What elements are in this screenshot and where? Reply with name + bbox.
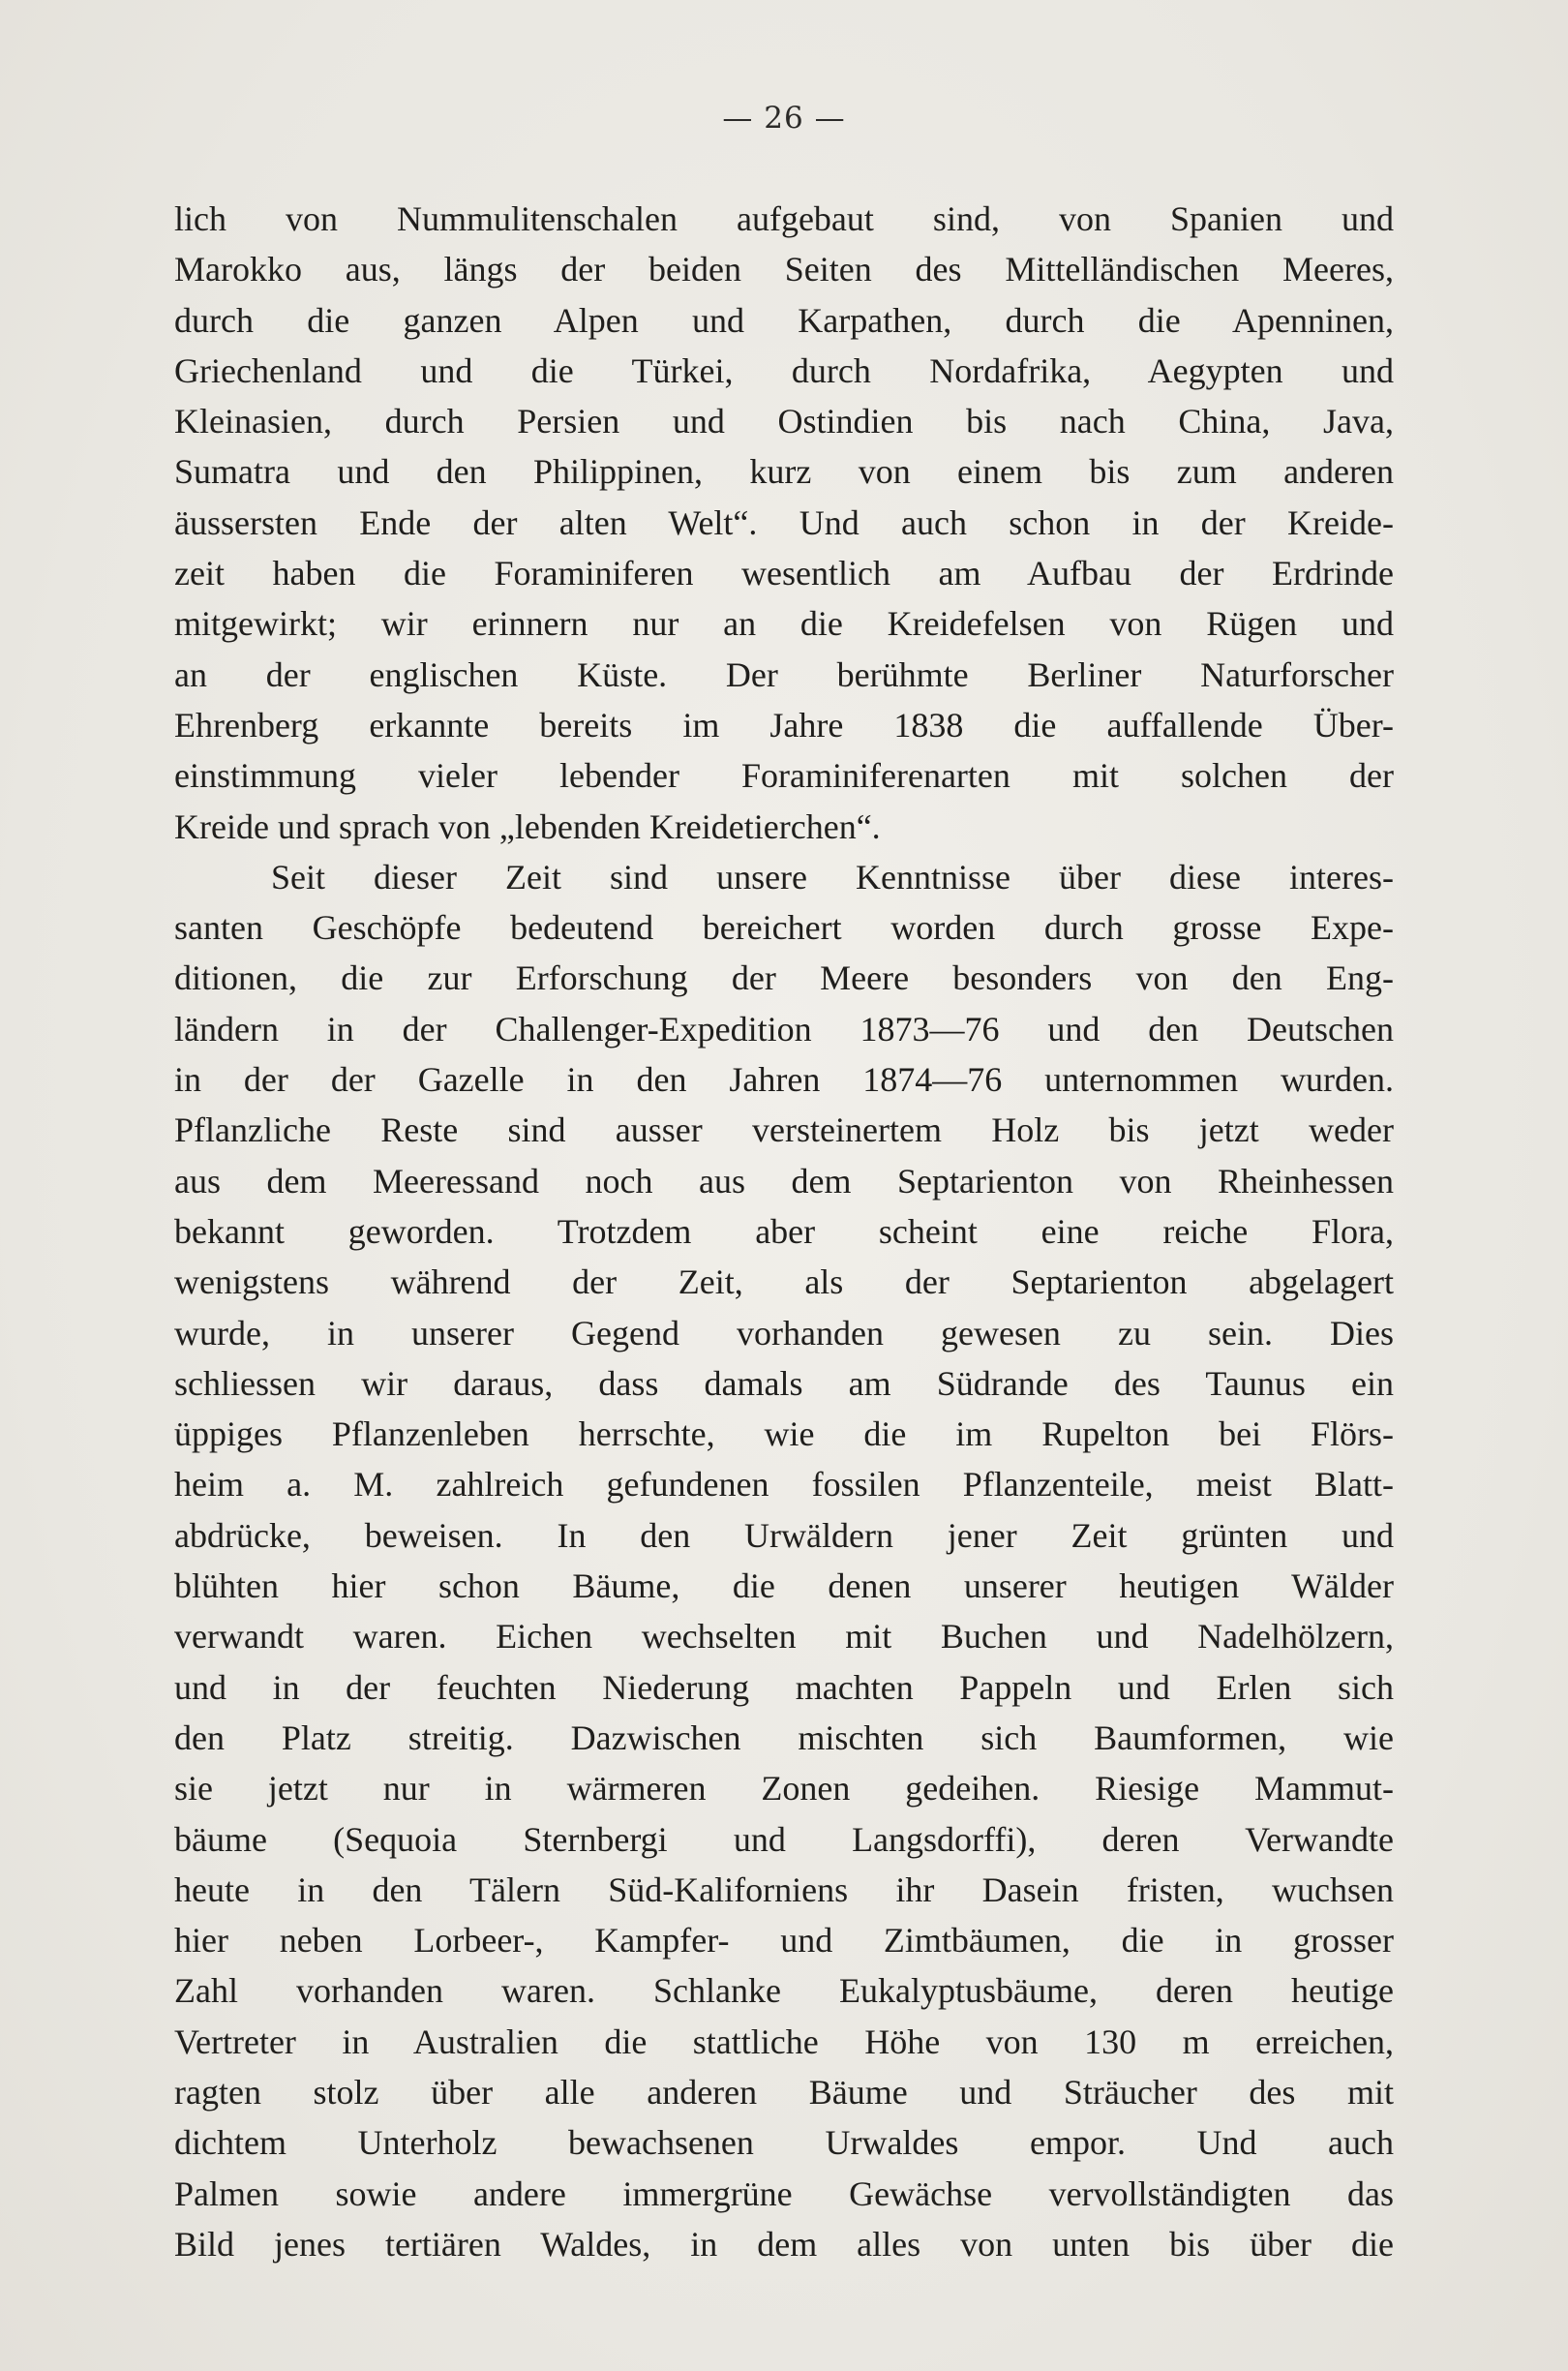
text-line: durch die ganzen Alpen und Karpathen, durch die Apenninen, xyxy=(174,300,1394,340)
text-line: üppiges Pflanzenleben herrschte, wie die im Rupelton bei Flörs- xyxy=(174,1414,1394,1454)
text-line: wurde, in unserer Gegend vorhanden gewesen zu sein. Dies xyxy=(174,1313,1394,1353)
text-line: verwandt waren. Eichen wechselten mit Buchen und Nadelhölzern, xyxy=(174,1617,1394,1657)
text-line: den Platz streitig. Dazwischen mischten sich Baumformen, wie xyxy=(174,1717,1394,1757)
text-line: Bild jenes tertiären Waldes, in dem alles von unten bis über die xyxy=(174,2224,1394,2264)
text-line: und in der feuchten Niederung machten Pappeln und Erlen sich xyxy=(174,1667,1394,1707)
text-line: schliessen wir daraus, dass damals am Südrande des Taunus ein xyxy=(174,1363,1394,1403)
text-line: Kleinasien, durch Persien und Ostindien bis nach China, Java, xyxy=(174,402,1394,441)
text-line: Pflanzliche Reste sind ausser versteinertem Holz bis jetzt weder xyxy=(174,1110,1394,1150)
text-line: an der englischen Küste. Der berühmte Berliner Naturforscher xyxy=(174,654,1394,694)
text-line: Zahl vorhanden waren. Schlanke Eukalyptusbäume, deren heutige xyxy=(174,1971,1394,2011)
text-line: dichtem Unterholz bewachsenen Urwaldes empor. Und auch xyxy=(174,2123,1394,2163)
text-line: aus dem Meeressand noch aus dem Septarienton von Rheinhessen xyxy=(174,1161,1394,1201)
text-line: ländern in der Challenger-Expedition 1873—76 und den Deutschen xyxy=(174,1009,1394,1049)
text-line: Vertreter in Australien die stattliche Höhe von 130 m erreichen, xyxy=(174,2021,1394,2061)
text-line: Palmen sowie andere immergrüne Gewächse vervollständigten das xyxy=(174,2173,1394,2213)
text-line: bäume (Sequoia Sternbergi und Langsdorffi), deren Verwandte xyxy=(174,1819,1394,1859)
text-line: bekannt geworden. Trotzdem aber scheint eine reiche Flora, xyxy=(174,1211,1394,1251)
text-line: lich von Nummulitenschalen aufgebaut sind, von Spanien und xyxy=(174,199,1394,238)
text-line: Marokko aus, längs der beiden Seiten des Mittelländischen Meeres, xyxy=(174,250,1394,289)
text-line: einstimmung vieler lebender Foraminiferenarten mit solchen der xyxy=(174,756,1394,796)
text-line: äussersten Ende der alten Welt“. Und auch schon in der Kreide- xyxy=(174,502,1394,542)
text-line: ditionen, die zur Erforschung der Meere besonders von den Eng- xyxy=(174,958,1394,998)
text-line: ragten stolz über alle anderen Bäume und Sträucher des mit xyxy=(174,2072,1394,2112)
text-line: heute in den Tälern Süd-Kaliforniens ihr Dasein fristen, wuchsen xyxy=(174,1869,1394,1909)
text-line: abdrücke, beweisen. In den Urwäldern jener Zeit grünten und xyxy=(174,1515,1394,1555)
text-line: wenigstens während der Zeit, als der Septarienton abgelagert xyxy=(174,1262,1394,1302)
text-line: Griechenland und die Türkei, durch Nordafrika, Aegypten und xyxy=(174,350,1394,390)
text-line: Ehrenberg erkannte bereits im Jahre 1838 die auffallende Über- xyxy=(174,705,1394,745)
text-line: heim a. M. zahlreich gefundenen fossilen Pflanzenteile, meist Blatt- xyxy=(174,1465,1394,1505)
paragraph-start-line: Seit dieser Zeit sind unsere Kenntnisse über diese interes- xyxy=(271,857,1394,897)
paragraph-end-line: Kreide und sprach von „lebenden Kreidetierchen“. xyxy=(174,806,881,846)
text-line: hier neben Lorbeer-, Kampfer- und Zimtbäumen, die in grosser xyxy=(174,1921,1394,1961)
text-line: in der der Gazelle in den Jahren 1874—76 unternommen wurden. xyxy=(174,1060,1394,1100)
body-text xyxy=(174,194,1394,2269)
text-line: santen Geschöpfe bedeutend bereichert worden durch grosse Expe- xyxy=(174,908,1394,948)
text-line: zeit haben die Foraminiferen wesentlich am Aufbau der Erdrinde xyxy=(174,554,1394,593)
text-line: Sumatra und den Philippinen, kurz von einem bis zum anderen xyxy=(174,452,1394,492)
text-line: blühten hier schon Bäume, die denen unserer heutigen Wälder xyxy=(174,1566,1394,1606)
text-line: sie jetzt nur in wärmeren Zonen gedeihen. Riesige Mammut- xyxy=(174,1769,1394,1809)
text-line: mitgewirkt; wir erinnern nur an die Kreidefelsen von Rügen und xyxy=(174,604,1394,644)
page-number: — 26 — xyxy=(722,101,846,136)
